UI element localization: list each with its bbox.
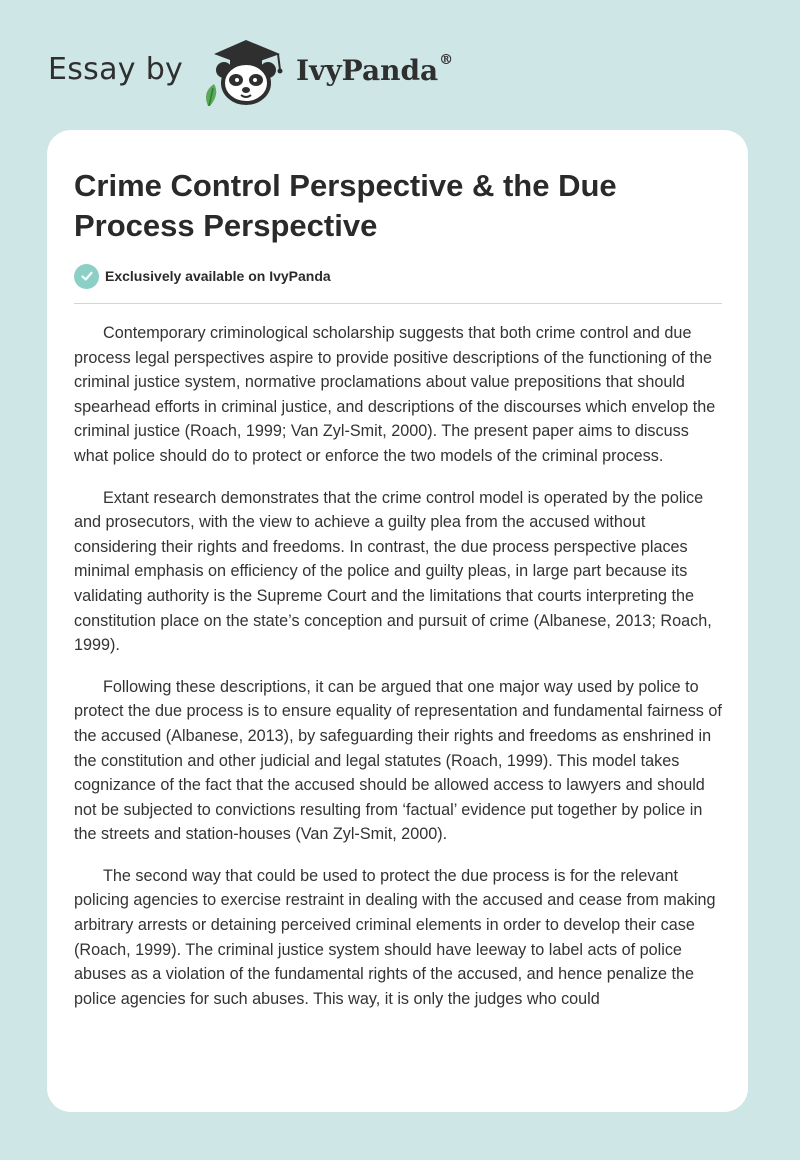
registered-mark: ®: [439, 52, 454, 68]
exclusive-badge: [74, 263, 331, 289]
brand-name[interactable]: [296, 54, 453, 87]
essay-card: [47, 130, 748, 1112]
essay-body: [74, 321, 724, 1028]
site-header: [48, 36, 508, 108]
paragraph: Contemporary criminological scholarship suggests that both crime control and due process legal perspectives aspire to provide positive descriptions of the functioning of the criminal justice system, normative proclamations about value prepositions that should spearhead efforts in criminal justice, and descriptions of the discourses which envelop the criminal justice (Roach, 1999; Van Zyl-Smit, 2000). The present paper aims to discuss what police should do to protect or enforce the two models of the criminal process.: [74, 324, 716, 465]
divider: [74, 303, 722, 304]
paragraph: The second way that could be used to protect the due process is for the relevant policing agencies to exercise restraint in dealing with the accused and cease from making arbitrary arrests or detaining perceived criminal elements in order to develop their case (Roach, 1999). The criminal justice system should have leeway to label acts of police abuses as a violation of the fundamental rights of the accused, and hence penalize the police agencies for such abuses. This way, it is only the judges who could: [74, 866, 716, 1008]
exclusive-badge-text: Exclusively available on IvyPanda: [105, 268, 331, 284]
paragraph: Following these descriptions, it can be argued that one major way used by police to protect the due process is to ensure equality of representation and fundamental fairness of the accused (Albanese, 2013), by safeguarding their rights and freedoms as enshrined in the constitution and other judicial and legal statutes (Roach, 1999). This model takes cognizance of the fact that the accused should be allowed access to lawyers and should not be subjected to convictions resulting from ‘factual’ evidence put together by police in the streets and station-houses (Van Zyl-Smit, 2000).: [74, 677, 722, 844]
brand-name-text: IvyPanda: [296, 54, 439, 87]
panda-graduate-icon[interactable]: [200, 36, 292, 108]
check-circle-icon: [74, 264, 99, 289]
paragraph: Extant research demonstrates that the crime control model is operated by the police and prosecutors, with the view to achieve a guilty plea from the accused without considering their rights and freedoms. In contrast, the due process perspective places minimal emphasis on efficiency of the police and guilty pleas, in large part because its validating authority is the Supreme Court and the limitations that courts interpreting the constitution place on the state’s conception and pursuit of crime (Albanese, 2013; Roach, 1999).: [74, 488, 712, 655]
page-title: Crime Control Perspective & the Due Process Perspective: [74, 168, 617, 243]
essay-by-label: Essay by: [48, 52, 184, 87]
